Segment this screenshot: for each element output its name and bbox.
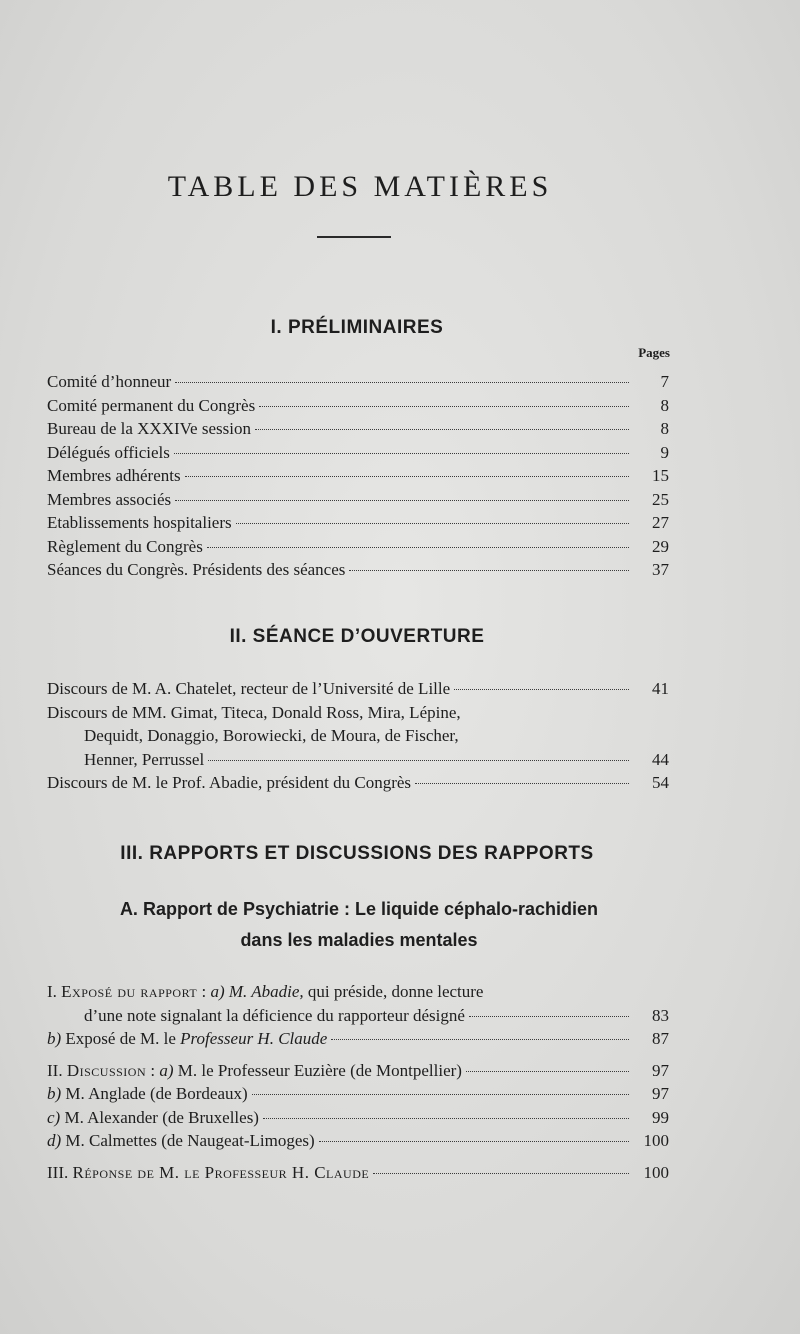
toc-entry[interactable]: Membres associés 25 <box>47 488 669 512</box>
dot-leader <box>319 1140 629 1142</box>
page-number: 100 <box>643 1162 669 1182</box>
section-heading-preliminaires: I. PRÉLIMINAIRES <box>270 317 444 338</box>
dot-leader <box>259 405 629 407</box>
toc-entry[interactable]: Discours de M. le Prof. Abadie, président du Congrès 54 <box>47 771 669 795</box>
page-number: 8 <box>660 419 669 438</box>
page-number: 37 <box>652 560 669 579</box>
toc-entry[interactable]: Discours de M. A. Chatelet, recteur de l’Université de Lille 41 <box>47 677 669 701</box>
toc-entry[interactable]: Bureau de la XXXIVe session 8 <box>47 417 669 441</box>
dot-leader <box>469 1015 629 1017</box>
toc-entry[interactable]: Comité permanent du Congrès 8 <box>47 394 669 418</box>
dot-leader <box>185 475 629 477</box>
toc-entry[interactable]: Règlement du Congrès 29 <box>47 535 669 559</box>
toc-entry-expose[interactable]: I. Exposé du rapport : a) M. Abadie, qui préside, donne lecture d’une note signalant la déficience du rapporteur désigné 83 <box>47 980 669 1027</box>
section-heading-seance-ouverture: II. SÉANCE D’OUVERTURE <box>229 626 485 647</box>
dot-leader <box>349 569 629 571</box>
page-number: 25 <box>652 489 669 509</box>
dot-leader <box>207 546 629 548</box>
page-number: 9 <box>660 442 669 462</box>
page-number: 87 <box>652 1029 669 1048</box>
dot-leader <box>415 782 629 784</box>
dot-leader <box>252 1093 629 1095</box>
toc-entry[interactable]: d) M. Calmettes (de Naugeat-Limoges) 100 <box>47 1129 669 1153</box>
dot-leader <box>175 381 629 383</box>
dot-leader <box>175 499 629 501</box>
toc-entry[interactable]: Délégués officiels 9 <box>47 441 669 465</box>
page-number: 8 <box>660 395 669 415</box>
page-number: 97 <box>652 1060 669 1080</box>
toc-entry[interactable]: c) M. Alexander (de Bruxelles) 99 <box>47 1106 669 1130</box>
title-divider <box>317 236 391 238</box>
page-number: 97 <box>652 1084 669 1103</box>
dot-leader <box>331 1038 629 1040</box>
page-number: 27 <box>652 513 669 532</box>
page-number: 44 <box>652 749 669 769</box>
dot-leader <box>466 1070 629 1072</box>
dot-leader <box>373 1172 629 1174</box>
dot-leader <box>454 688 629 690</box>
page-number: 54 <box>652 773 669 792</box>
page-number: 29 <box>652 536 669 556</box>
dot-leader <box>208 759 629 761</box>
page-number: 99 <box>652 1107 669 1127</box>
page-number: 41 <box>652 679 669 698</box>
dot-leader <box>263 1117 629 1119</box>
toc-list-rapports <box>47 980 669 1184</box>
toc-entry[interactable]: b) Exposé de M. le Professeur H. Claude 87 <box>47 1027 669 1051</box>
page-number: 7 <box>660 372 669 391</box>
toc-entry[interactable]: Séances du Congrès. Présidents des séances 37 <box>47 558 669 582</box>
toc-entry[interactable]: II. Discussion : a) M. le Professeur Euzière (de Montpellier) 97 <box>47 1059 669 1083</box>
page-number: 15 <box>652 466 669 485</box>
dot-leader <box>236 522 629 524</box>
toc-entry[interactable]: b) M. Anglade (de Bordeaux) 97 <box>47 1082 669 1106</box>
dot-leader <box>255 428 629 430</box>
pages-column-label: Pages <box>638 345 670 360</box>
toc-list-seance-ouverture <box>47 677 669 795</box>
toc-entry[interactable]: Etablissements hospitaliers 27 <box>47 511 669 535</box>
page-number: 83 <box>652 1005 669 1025</box>
page-number: 100 <box>643 1131 669 1150</box>
section-heading-rapports: III. RAPPORTS ET DISCUSSIONS DES RAPPORTS <box>120 843 594 864</box>
page-title: TABLE DES MATIÈRES <box>167 170 553 203</box>
toc-list-preliminaires <box>47 370 669 582</box>
subsection-heading-psychiatrie: A. Rapport de Psychiatrie : Le liquide céphalo-rachidien dans les maladies mentales <box>119 899 599 950</box>
dot-leader <box>174 452 629 454</box>
toc-entry[interactable]: Membres adhérents 15 <box>47 464 669 488</box>
toc-entry-multiline[interactable]: Discours de MM. Gimat, Titeca, Donald Ross, Mira, Lépine, Dequidt, Donaggio, Borowiecki, de Moura, de Fischer, Henner, Perrussel 44 <box>47 701 669 772</box>
toc-entry[interactable]: Comité d’honneur 7 <box>47 370 669 394</box>
toc-entry[interactable]: III. Réponse de M. le Professeur H. Claude 100 <box>47 1161 669 1185</box>
